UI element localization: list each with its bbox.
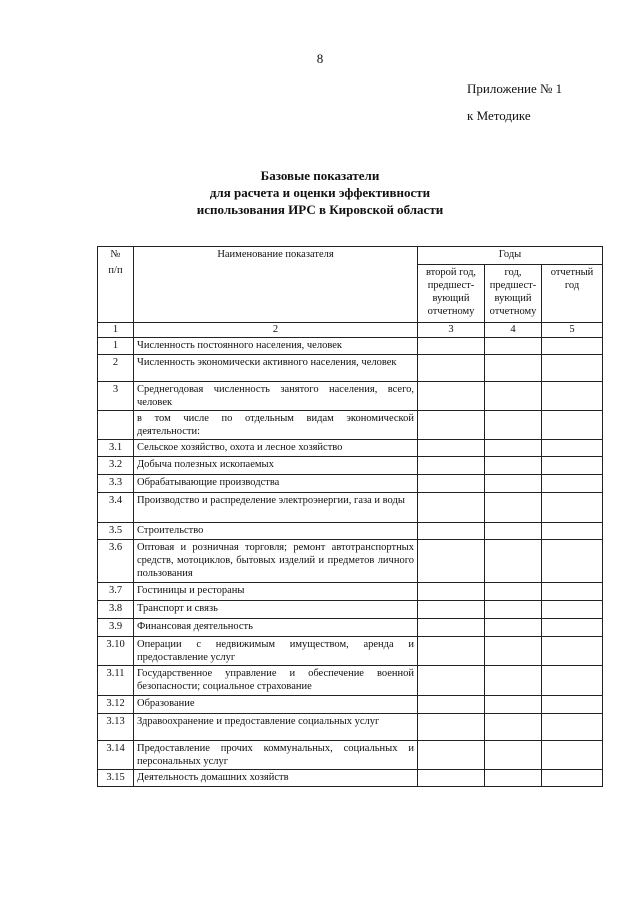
value-reporting-year <box>542 601 603 619</box>
indicator-name: Сельское хозяйство, охота и лесное хозяйство <box>134 440 418 457</box>
value-reporting-year <box>542 475 603 493</box>
value-reporting-year <box>542 741 603 770</box>
column-index: 1 <box>98 323 134 338</box>
table-row <box>98 583 603 601</box>
table-row <box>98 696 603 714</box>
table-row <box>98 666 603 696</box>
value-second-year-before <box>418 540 485 583</box>
table-row <box>98 540 603 583</box>
value-reporting-year <box>542 770 603 787</box>
value-second-year-before <box>418 338 485 355</box>
title-line-3: использования ИРС в Кировской области <box>196 202 444 217</box>
row-number: 1 <box>98 338 134 355</box>
header-year-before: год, предшест- вующий отчетному <box>485 265 542 323</box>
value-reporting-year <box>542 637 603 666</box>
value-reporting-year <box>542 714 603 741</box>
header-reporting-year: отчетный год <box>542 265 603 323</box>
row-number: 3 <box>98 382 134 411</box>
indicator-name: Финансовая деятельность <box>134 619 418 637</box>
value-reporting-year <box>542 382 603 411</box>
value-year-before <box>485 637 542 666</box>
table-row <box>98 637 603 666</box>
header-num-line-1: № <box>110 249 121 260</box>
table-row <box>98 338 603 355</box>
value-reporting-year <box>542 523 603 540</box>
header-second-year-before: второй год, предшест- вующий отчетному <box>418 265 485 323</box>
value-second-year-before <box>418 696 485 714</box>
table-row <box>98 382 603 411</box>
table-row <box>98 523 603 540</box>
indicator-name: Оптовая и розничная торговля; ремонт автотранспортных средств, мотоциклов, бытовых изделий и предметов личного пользования <box>134 540 418 583</box>
indicator-name: Деятельность домашних хозяйств <box>134 770 418 787</box>
value-second-year-before <box>418 741 485 770</box>
column-index: 2 <box>134 323 418 338</box>
header-name-cell: Наименование показателя <box>134 247 418 323</box>
row-number: 3.6 <box>98 540 134 583</box>
table-row <box>98 741 603 770</box>
value-reporting-year <box>542 338 603 355</box>
indicator-name: Гостиницы и рестораны <box>134 583 418 601</box>
row-number: 3.15 <box>98 770 134 787</box>
value-year-before <box>485 714 542 741</box>
indicator-name: Численность экономически активного населения, человек <box>134 355 418 382</box>
row-number: 3.12 <box>98 696 134 714</box>
indicator-name: Обрабатывающие производства <box>134 475 418 493</box>
row-number: 3.14 <box>98 741 134 770</box>
value-year-before <box>485 475 542 493</box>
value-reporting-year <box>542 411 603 440</box>
column-index: 5 <box>542 323 603 338</box>
value-second-year-before <box>418 475 485 493</box>
row-number: 3.13 <box>98 714 134 741</box>
indicator-name: Численность постоянного населения, человек <box>134 338 418 355</box>
table-row <box>98 601 603 619</box>
value-reporting-year <box>542 540 603 583</box>
table-row <box>98 619 603 637</box>
value-reporting-year <box>542 355 603 382</box>
value-second-year-before <box>418 714 485 741</box>
header-num-line-2: п/п <box>108 265 123 276</box>
value-year-before <box>485 619 542 637</box>
value-year-before <box>485 601 542 619</box>
row-number: 3.10 <box>98 637 134 666</box>
value-reporting-year <box>542 440 603 457</box>
row-number: 3.5 <box>98 523 134 540</box>
table-row <box>98 355 603 382</box>
value-year-before <box>485 411 542 440</box>
value-second-year-before <box>418 411 485 440</box>
value-year-before <box>485 440 542 457</box>
appendix-line-2: к Методике <box>467 108 531 123</box>
row-number: 3.8 <box>98 601 134 619</box>
column-index-row <box>98 323 603 338</box>
column-index: 3 <box>418 323 485 338</box>
row-number: 3.11 <box>98 666 134 696</box>
value-year-before <box>485 338 542 355</box>
table-row <box>98 475 603 493</box>
value-year-before <box>485 523 542 540</box>
appendix-line-1: Приложение № 1 <box>467 81 563 96</box>
row-number: 3.7 <box>98 583 134 601</box>
indicator-name: Транспорт и связь <box>134 601 418 619</box>
value-second-year-before <box>418 523 485 540</box>
table-row <box>98 457 603 475</box>
value-reporting-year <box>542 619 603 637</box>
value-second-year-before <box>418 493 485 523</box>
value-reporting-year <box>542 696 603 714</box>
indicator-name: Операции с недвижимым имуществом, аренда и предоставление услуг <box>134 637 418 666</box>
value-reporting-year <box>542 457 603 475</box>
value-year-before <box>485 382 542 411</box>
row-number <box>98 411 134 440</box>
indicator-name: Среднегодовая численность занятого населения, всего, человек <box>134 382 418 411</box>
table-row <box>98 714 603 741</box>
value-year-before <box>485 741 542 770</box>
indicator-name: Здравоохранение и предоставление социальных услуг <box>134 714 418 741</box>
indicators-table <box>97 246 603 787</box>
value-second-year-before <box>418 619 485 637</box>
column-index: 4 <box>485 323 542 338</box>
value-year-before <box>485 583 542 601</box>
value-year-before <box>485 457 542 475</box>
value-second-year-before <box>418 770 485 787</box>
header-years-cell: Годы <box>418 247 603 265</box>
value-second-year-before <box>418 583 485 601</box>
indicator-name: Образование <box>134 696 418 714</box>
value-year-before <box>485 770 542 787</box>
value-year-before <box>485 355 542 382</box>
header-num-cell <box>98 247 134 323</box>
row-number: 3.1 <box>98 440 134 457</box>
value-second-year-before <box>418 601 485 619</box>
title-line-2: для расчета и оценки эффективности <box>209 185 431 200</box>
value-second-year-before <box>418 440 485 457</box>
value-year-before <box>485 696 542 714</box>
indicator-name: Производство и распределение электроэнергии, газа и воды <box>134 493 418 523</box>
value-reporting-year <box>542 493 603 523</box>
value-second-year-before <box>418 382 485 411</box>
document-title <box>0 167 640 218</box>
value-second-year-before <box>418 457 485 475</box>
indicator-name: Предоставление прочих коммунальных, социальных и персональных услуг <box>134 741 418 770</box>
value-year-before <box>485 666 542 696</box>
value-second-year-before <box>418 355 485 382</box>
indicator-name: Строительство <box>134 523 418 540</box>
title-line-1: Базовые показатели <box>260 168 380 183</box>
row-number: 3.2 <box>98 457 134 475</box>
indicator-name: Добыча полезных ископаемых <box>134 457 418 475</box>
header-row <box>98 247 603 265</box>
value-reporting-year <box>542 583 603 601</box>
table-row <box>98 440 603 457</box>
value-year-before <box>485 493 542 523</box>
indicator-name: в том числе по отдельным видам экономической деятельности: <box>134 411 418 440</box>
row-number: 3.3 <box>98 475 134 493</box>
table-row <box>98 493 603 523</box>
row-number: 3.9 <box>98 619 134 637</box>
value-second-year-before <box>418 666 485 696</box>
value-reporting-year <box>542 666 603 696</box>
indicator-name: Государственное управление и обеспечение военной безопасности; социальное страхование <box>134 666 418 696</box>
table-row <box>98 770 603 787</box>
row-number: 3.4 <box>98 493 134 523</box>
table-row <box>98 411 603 440</box>
value-second-year-before <box>418 637 485 666</box>
value-year-before <box>485 540 542 583</box>
row-number: 2 <box>98 355 134 382</box>
page-number: 8 <box>316 51 324 66</box>
